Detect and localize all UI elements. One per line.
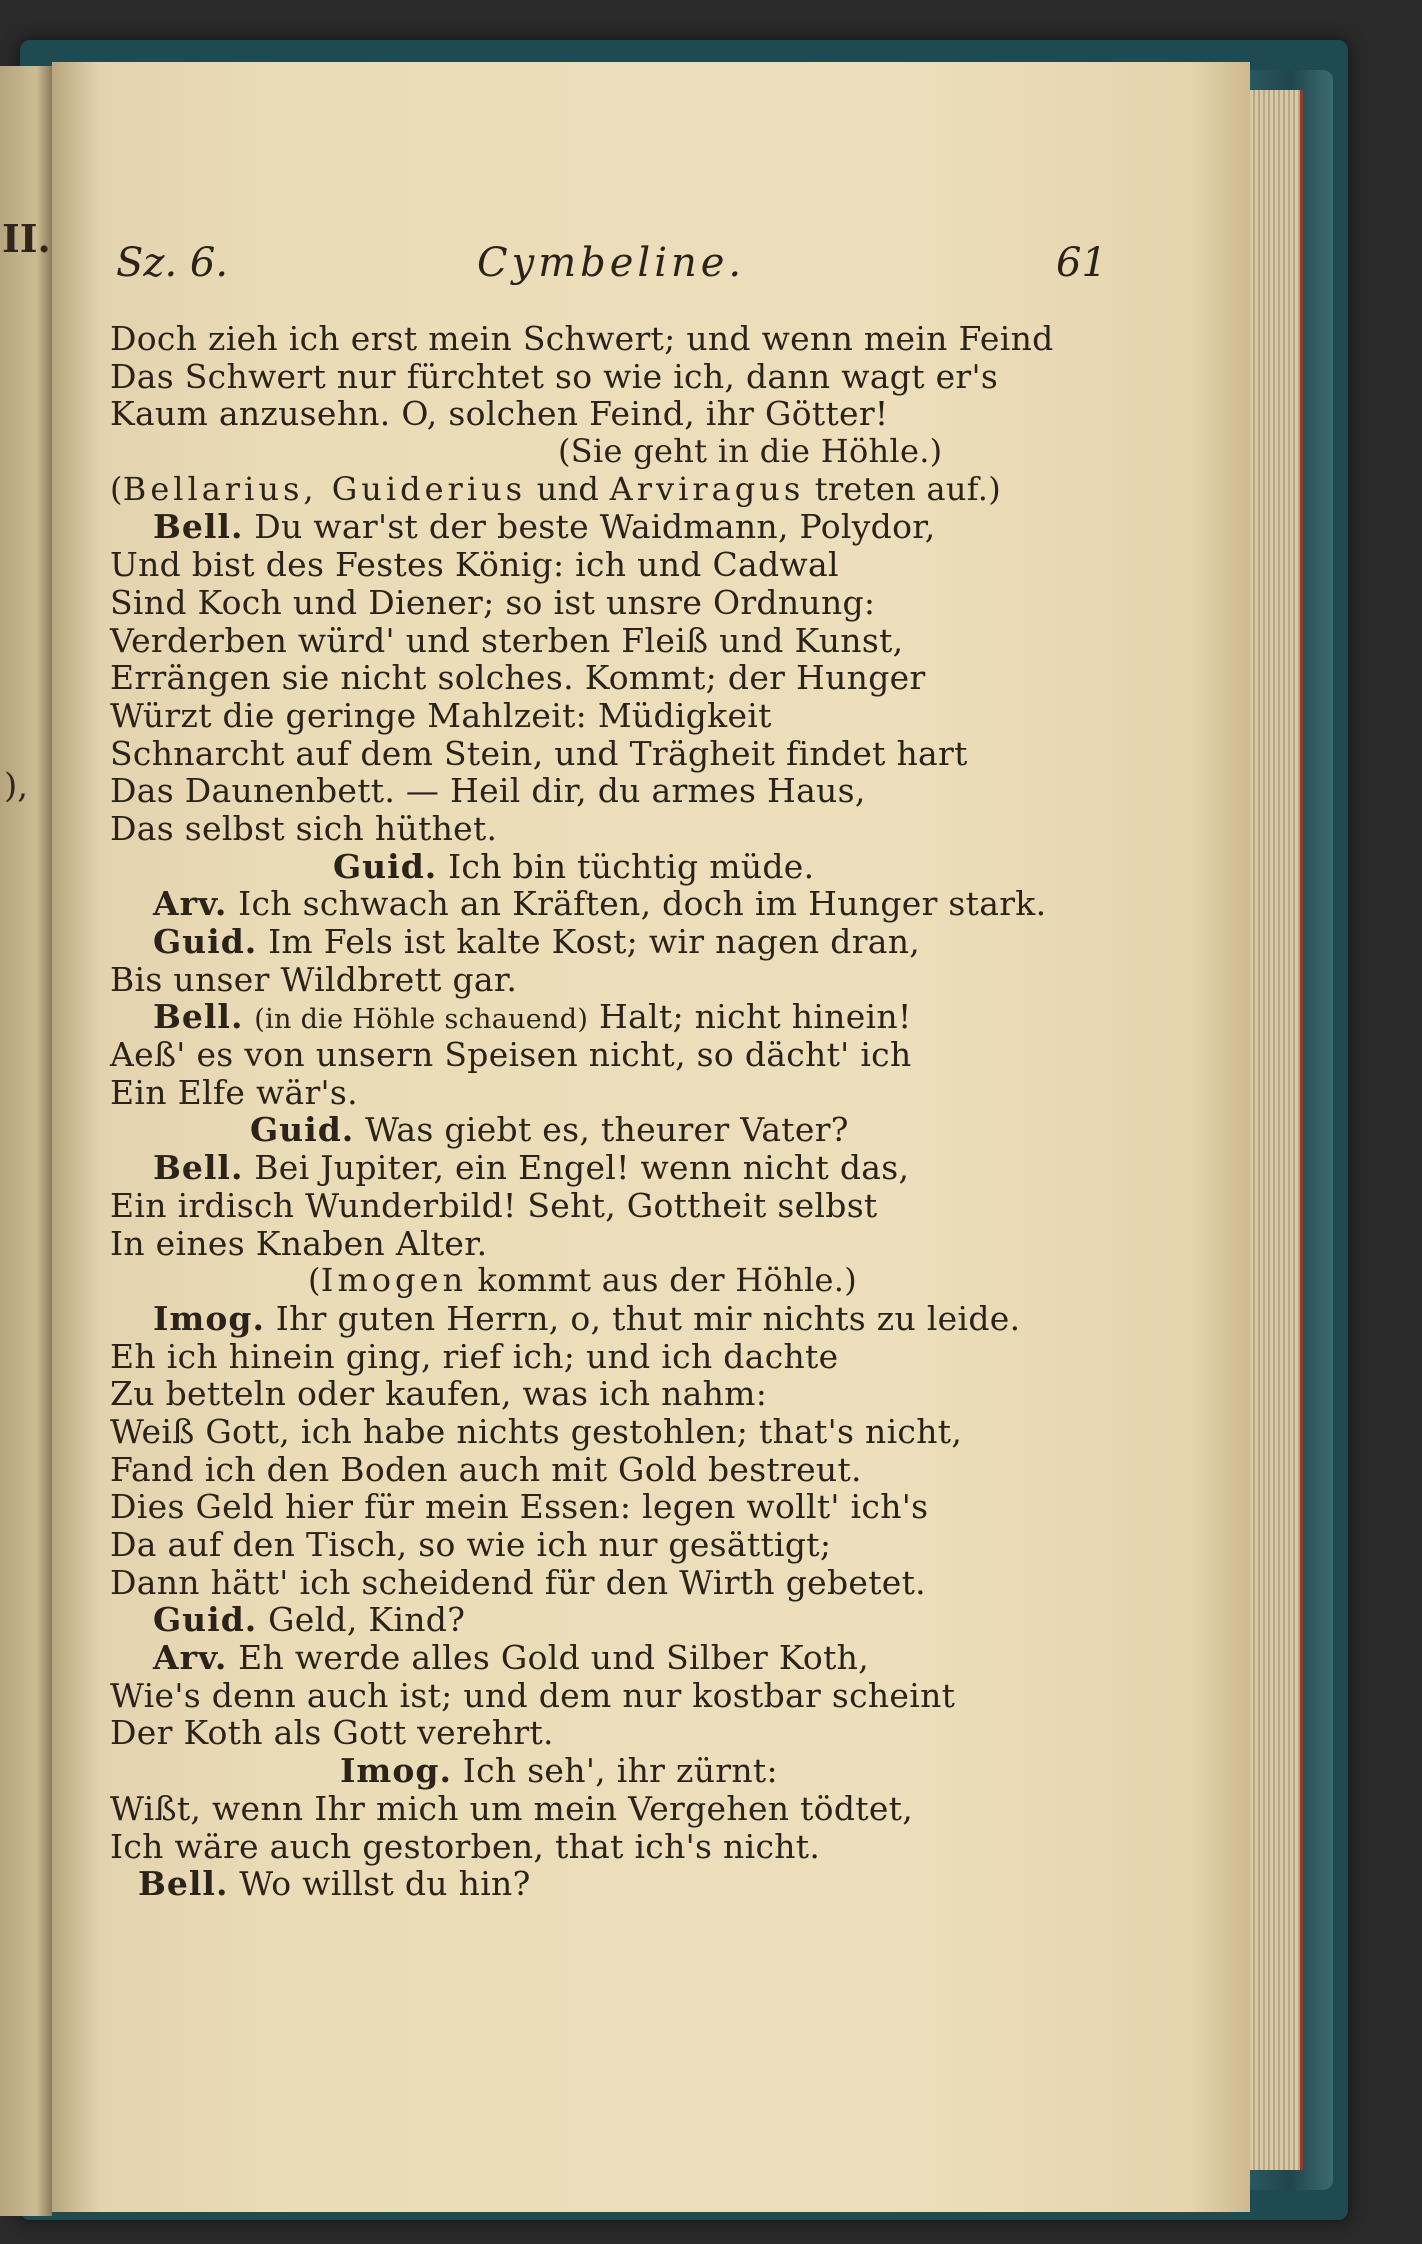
line-text: Errängen sie nicht solches. Kommt; der Hunger	[110, 658, 926, 698]
line-text: Fand ich den Boden auch mit Gold bestreut.	[110, 1449, 862, 1489]
line-text: Ein irdisch Wunderbild! Seht, Gottheit selbst	[110, 1185, 878, 1225]
verse-line	[110, 735, 1230, 773]
line-text: Doch zieh ich erst mein Schwert; und wenn mein Feind	[110, 319, 1054, 358]
previous-page-mark-1: II.	[2, 216, 51, 261]
line-text: Wie's denn auch ist; und dem nur kostbar scheint	[110, 1675, 956, 1715]
line-text: Geld, Kind?	[268, 1600, 466, 1640]
line-text: Bei Jupiter, ein Engel! wenn nicht das,	[254, 1148, 910, 1188]
line-text: Das selbst sich hüthet.	[110, 808, 498, 848]
speaker-name: Bell.	[138, 1864, 229, 1904]
verse-line	[110, 1451, 1230, 1489]
verse-line	[110, 1601, 1230, 1639]
line-text: Ich wäre auch gestorben, that ich's nicht.	[110, 1826, 821, 1866]
speaker-name: Guid.	[250, 1110, 355, 1150]
running-header	[52, 240, 1250, 300]
scene-label: Sz. 6.	[116, 240, 229, 286]
speaker-name: Imog.	[340, 1751, 452, 1791]
verse-line	[110, 659, 1230, 697]
verse-line	[110, 508, 1230, 546]
line-fragment: Imogen	[320, 1261, 468, 1300]
speaker-name: Arv.	[153, 884, 228, 924]
verse-line	[110, 1111, 1230, 1149]
line-text: Bis unser Wildbrett gar.	[110, 959, 518, 999]
line-text: Zu betteln oder kaufen, was ich nahm:	[110, 1374, 768, 1414]
line-fragment: treten auf.)	[804, 469, 1002, 508]
verse-line	[110, 848, 1230, 886]
verse-line	[110, 546, 1230, 584]
verse-line	[110, 1488, 1230, 1526]
line-text: Verderben würd' und sterben Fleiß und Kunst,	[110, 620, 904, 660]
page-number: 61	[1056, 240, 1107, 286]
verse-line	[110, 1564, 1230, 1602]
verse-line	[110, 1187, 1230, 1225]
verse-line	[110, 1300, 1230, 1338]
line-fragment: Bellarius, Guiderius	[122, 469, 527, 508]
speaker-name: Bell.	[153, 997, 244, 1037]
verse-line	[110, 1526, 1230, 1564]
verse-line	[110, 1865, 1230, 1903]
verse-line	[110, 1074, 1230, 1112]
line-text: Ich seh', ihr zürnt:	[462, 1751, 778, 1791]
speaker-name: Guid.	[333, 846, 438, 886]
line-text: Dies Geld hier für mein Essen: legen wollt' ich's	[110, 1487, 929, 1527]
stage-direction	[110, 433, 1230, 471]
verse-line	[110, 810, 1230, 848]
verse-line	[110, 1752, 1230, 1790]
line-text: Kaum anzusehn. O, solchen Feind, ihr Götter!	[110, 394, 889, 434]
line-text: Aeß' es von unsern Speisen nicht, so dächt' ich	[110, 1035, 912, 1075]
line-text: Ich schwach an Kräften, doch im Hunger stark.	[238, 884, 1047, 924]
speaker-name: Arv.	[153, 1638, 228, 1678]
previous-page-edge	[0, 66, 52, 2216]
line-text: Ich bin tüchtig müde.	[448, 846, 815, 886]
line-text: Da auf den Tisch, so wie ich nur gesättigt;	[110, 1525, 832, 1564]
verse-line	[110, 1225, 1230, 1263]
verse-line	[110, 1375, 1230, 1413]
verse-line	[110, 1677, 1230, 1715]
verse-line	[110, 1790, 1230, 1828]
line-text: Weiß Gott, ich habe nichts gestohlen; that's nicht,	[110, 1411, 963, 1451]
line-text: Das Schwert nur fürchtet so wie ich, dann wagt er's	[110, 356, 999, 396]
speaker-name: Guid.	[153, 1600, 258, 1640]
verse-line	[110, 998, 1230, 1036]
verse-line	[110, 584, 1230, 622]
line-fragment: (	[308, 1261, 321, 1300]
verse-line	[110, 1639, 1230, 1677]
verse-line	[110, 622, 1230, 660]
line-fragment: Arviragus	[609, 469, 805, 508]
line-text: Sind Koch und Diener; so ist unsre Ordnung:	[110, 582, 876, 622]
verse-line	[110, 772, 1230, 810]
line-fragment: Halt; nicht hinein!	[588, 997, 912, 1037]
verse-line	[110, 1338, 1230, 1376]
line-text: In eines Knaben Alter.	[110, 1223, 488, 1263]
verse-line	[110, 1149, 1230, 1187]
verse-line	[110, 395, 1230, 433]
line-text: Eh ich hinein ging, rief ich; und ich dachte	[110, 1336, 839, 1376]
stage-direction	[110, 1262, 1230, 1300]
verse-line	[110, 923, 1230, 961]
speaker-name: Bell.	[153, 1148, 244, 1188]
verse-line	[110, 1714, 1230, 1752]
stage-direction	[110, 471, 1230, 509]
line-text: Würzt die geringe Mahlzeit: Müdigkeit	[110, 695, 772, 735]
speaker-name: Guid.	[153, 922, 258, 961]
line-fragment: (	[110, 469, 123, 508]
running-title: Cymbeline.	[477, 240, 746, 286]
line-text: Wißt, wenn Ihr mich um mein Vergehen tödtet,	[110, 1788, 914, 1828]
line-text: Ein Elfe wär's.	[110, 1072, 358, 1112]
verse-line	[110, 358, 1230, 396]
verse-line	[110, 320, 1230, 358]
verse-line	[110, 1036, 1230, 1074]
line-text: Das Daunenbett. — Heil dir, du armes Haus,	[110, 771, 866, 811]
page-content	[52, 62, 1250, 2212]
previous-page-mark-2: ),	[4, 766, 29, 806]
line-text: Dann hätt' ich scheidend für den Wirth gebetet.	[110, 1562, 926, 1602]
speaker-name: Imog.	[153, 1298, 265, 1338]
line-fragment: kommt aus der Höhle.)	[467, 1261, 858, 1300]
line-text: Schnarcht auf dem Stein, und Trägheit findet hart	[110, 733, 968, 773]
book-page	[52, 62, 1250, 2212]
line-text: Im Fels ist kalte Kost; wir nagen dran,	[268, 922, 921, 961]
line-fragment: und	[526, 469, 610, 508]
line-text: Was giebt es, theurer Vater?	[365, 1110, 849, 1150]
verse-line	[110, 1413, 1230, 1451]
verse-line	[110, 885, 1230, 923]
line-fragment: (in die Höhle schauend)	[254, 1004, 589, 1036]
line-text: (Sie geht in die Höhle.)	[558, 432, 943, 471]
verse-line	[110, 961, 1230, 999]
line-text: Eh werde alles Gold und Silber Koth,	[238, 1638, 869, 1678]
line-text: Der Koth als Gott verehrt.	[110, 1713, 554, 1753]
line-text: Und bist des Festes König: ich und Cadwal	[110, 545, 839, 585]
speaker-name: Bell.	[153, 507, 244, 547]
line-text: Du war'st der beste Waidmann, Polydor,	[254, 507, 936, 547]
play-text	[110, 320, 1230, 1903]
line-text: Wo willst du hin?	[239, 1864, 531, 1904]
line-text: Ihr guten Herrn, o, thut mir nichts zu leide.	[275, 1298, 1021, 1338]
verse-line	[110, 1828, 1230, 1866]
verse-line	[110, 697, 1230, 735]
